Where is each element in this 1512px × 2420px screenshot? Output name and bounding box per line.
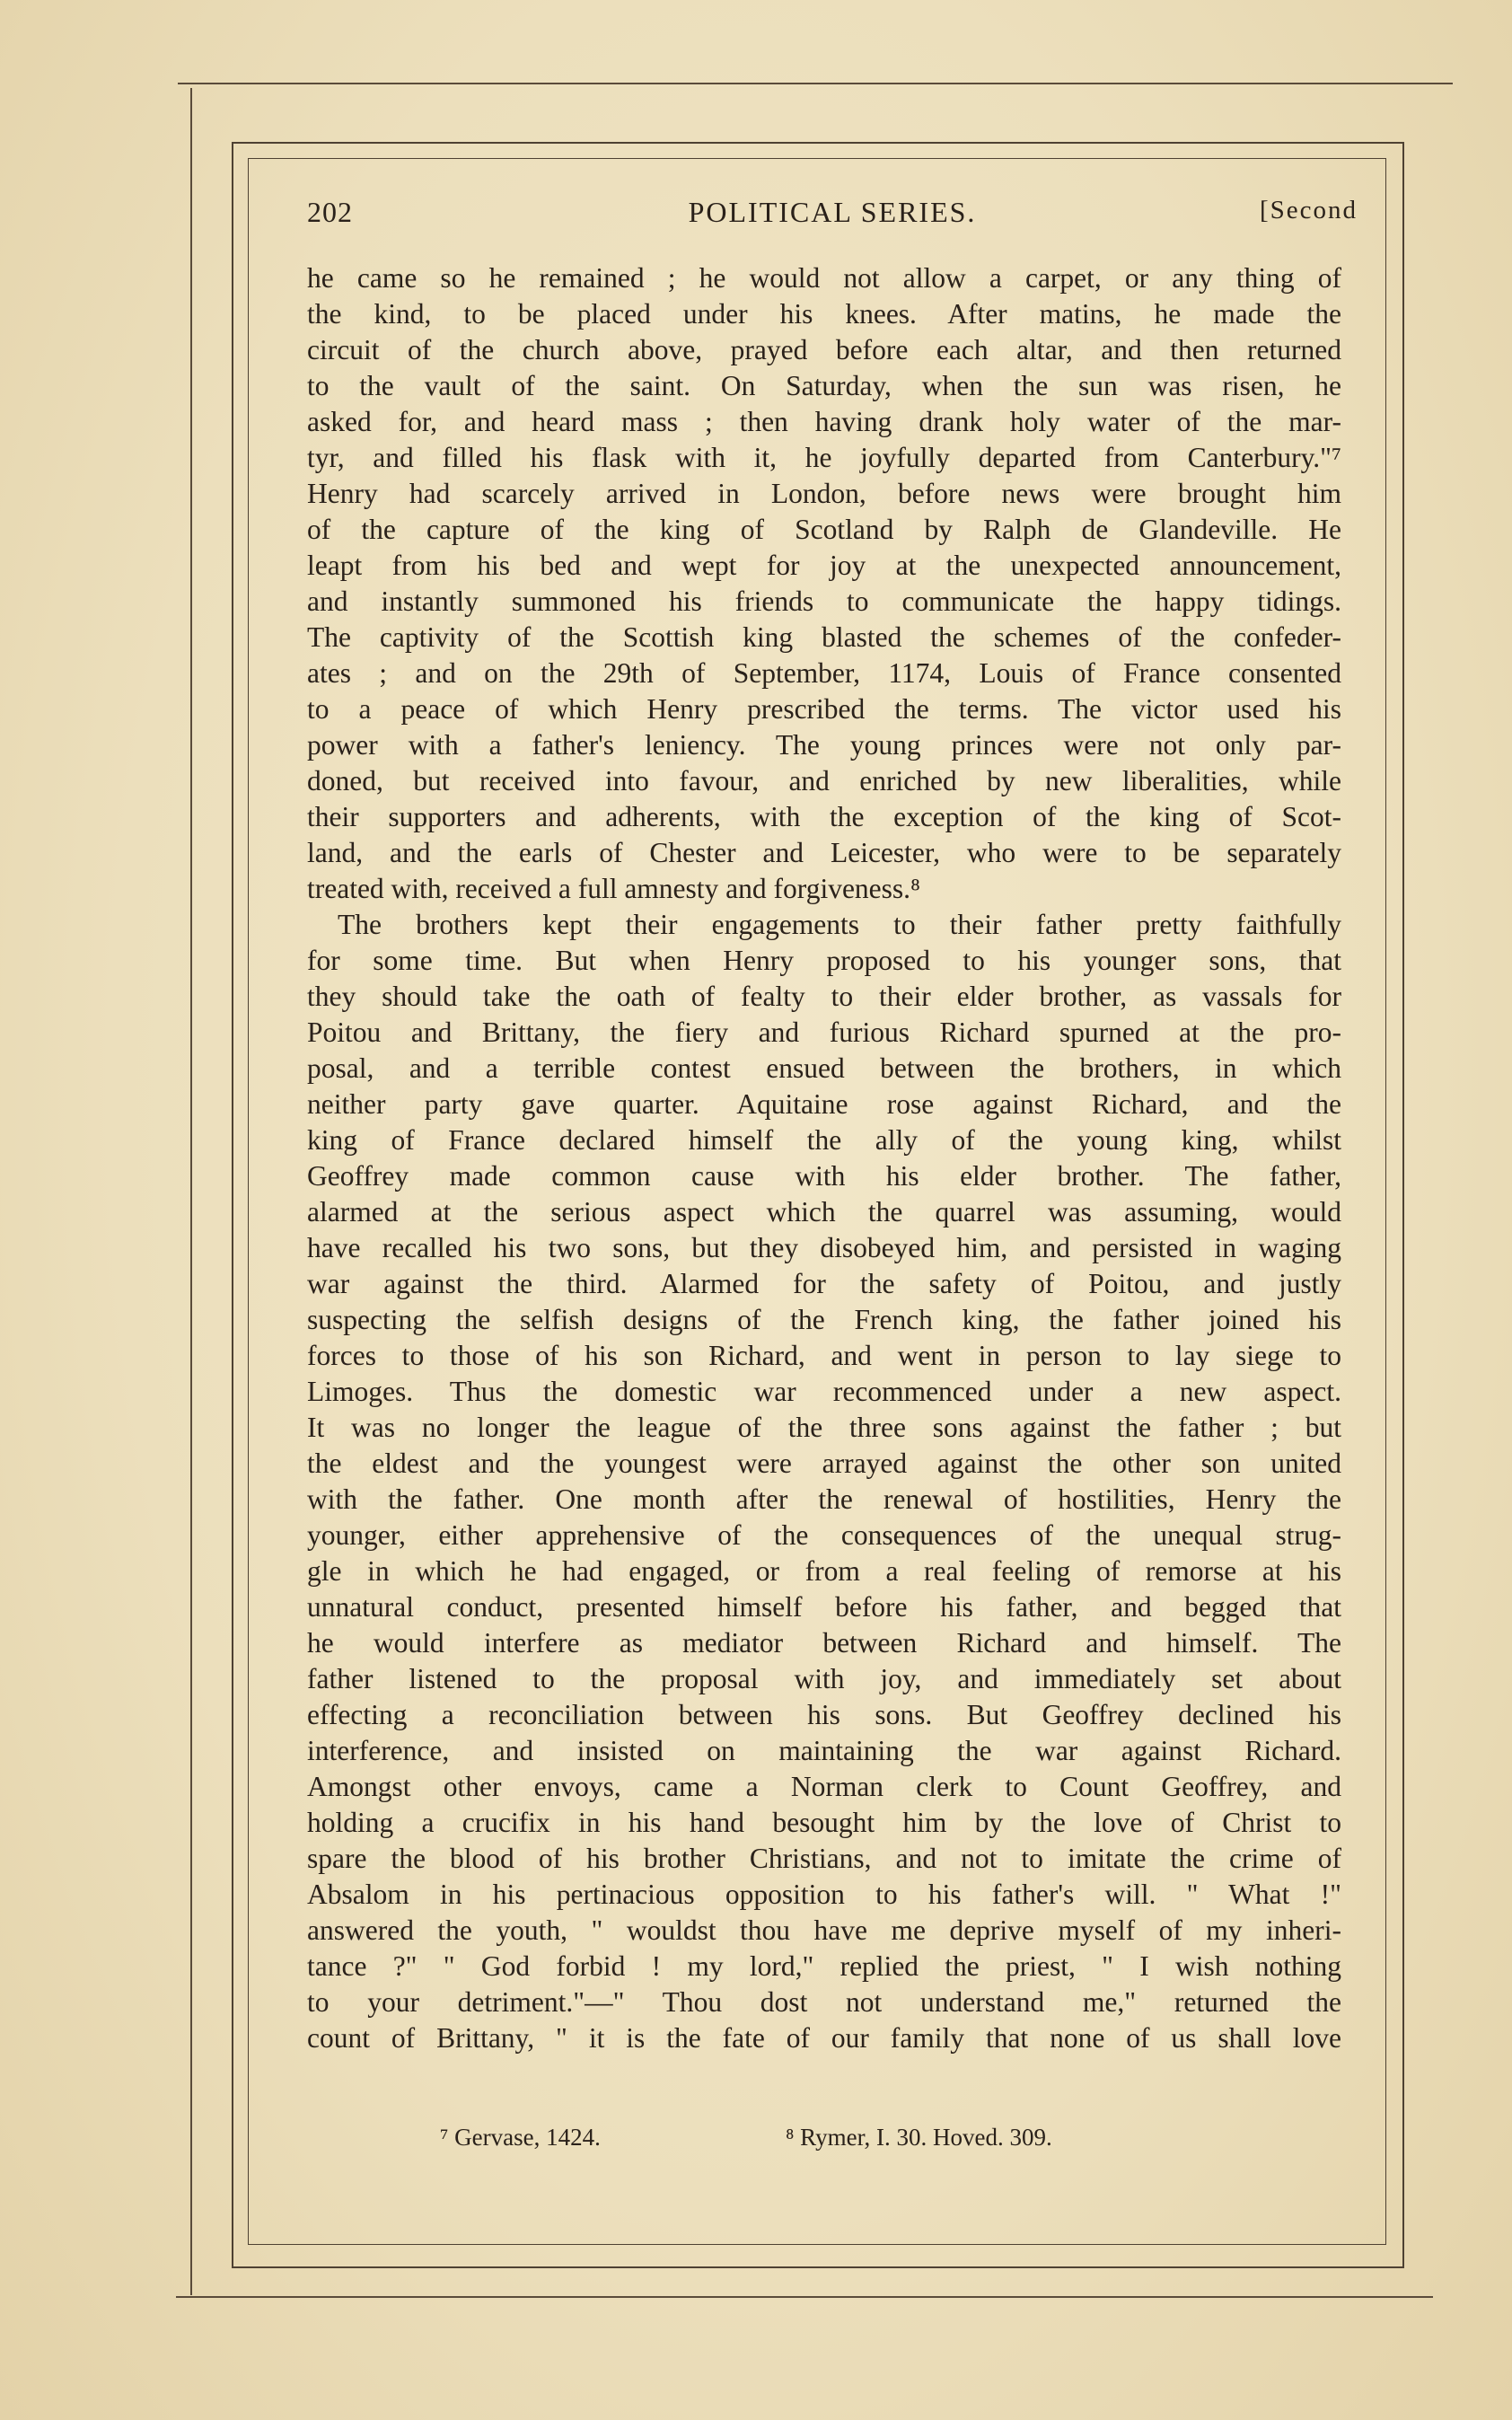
- text-line: of the capture of the king of Scotland by Ralph de Glandeville. He: [307, 514, 1341, 545]
- text-line: the kind, to be placed under his knees. After matins, he made the: [307, 298, 1341, 330]
- text-line: to a peace of which Henry prescribed the terms. The victor used his: [307, 693, 1341, 725]
- text-line: asked for, and heard mass ; then having drank holy water of the mar-: [307, 406, 1341, 437]
- text-line: power with a father's leniency. The young princes were not only par-: [307, 729, 1341, 761]
- text-line: to your detriment."—" Thou dost not understand me," returned the: [307, 1986, 1341, 2018]
- text-line: they should take the oath of fealty to their elder brother, as vassals for: [307, 981, 1341, 1012]
- text-line: interference, and insisted on maintaining the war against Richard.: [307, 1735, 1341, 1766]
- text-line: with the father. One month after the renewal of hostilities, Henry the: [307, 1483, 1341, 1515]
- text-line: father listened to the proposal with joy, and immediately set about: [307, 1663, 1341, 1694]
- text-line: and instantly summoned his friends to communicate the happy tidings.: [307, 585, 1341, 617]
- page-number: 202: [307, 196, 353, 228]
- text-line: answered the youth, " wouldst thou have me deprive myself of my inheri-: [307, 1914, 1341, 1946]
- running-section: [Second: [1259, 196, 1358, 224]
- text-line: younger, either apprehensive of the consequences of the unequal strug-: [307, 1519, 1341, 1551]
- paragraph-start-line: The brothers kept their engagements to their father pretty faithfully: [338, 909, 1341, 940]
- text-line: for some time. But when Henry proposed to his younger sons, that: [307, 945, 1341, 976]
- text-line: holding a crucifix in his hand besought him by the love of Christ to: [307, 1807, 1341, 1838]
- text-line: The captivity of the Scottish king blasted the schemes of the confeder-: [307, 621, 1341, 653]
- text-line: posal, and a terrible contest ensued between the brothers, in which: [307, 1052, 1341, 1084]
- text-line: the eldest and the youngest were arrayed against the other son united: [307, 1448, 1341, 1479]
- text-line: Absalom in his pertinacious opposition to his father's will. " What !": [307, 1879, 1341, 1910]
- text-line: tance ?" " God forbid ! my lord," replied the priest, " I wish nothing: [307, 1950, 1341, 1982]
- text-line: forces to those of his son Richard, and went in person to lay siege to: [307, 1340, 1341, 1371]
- bottom-border-rule: [176, 2296, 1433, 2298]
- text-line: Limoges. Thus the domestic war recommenced under a new aspect.: [307, 1376, 1341, 1407]
- text-line: effecting a reconciliation between his sons. But Geoffrey declined his: [307, 1699, 1341, 1730]
- text-line: gle in which he had engaged, or from a real feeling of remorse at his: [307, 1555, 1341, 1587]
- text-line: war against the third. Alarmed for the safety of Poitou, and justly: [307, 1268, 1341, 1299]
- text-line: ates ; and on the 29th of September, 1174, Louis of France consented: [307, 657, 1341, 689]
- running-title: POLITICAL SERIES.: [688, 196, 977, 228]
- footnote-8: ⁸ Rymer, I. 30. Hoved. 309.: [786, 2124, 1052, 2151]
- text-line: suspecting the selfish designs of the French king, the father joined his: [307, 1304, 1341, 1335]
- text-line: he would interfere as mediator between Richard and himself. The: [307, 1627, 1341, 1659]
- footnote-7: ⁷ Gervase, 1424.: [440, 2124, 601, 2151]
- text-line: Poitou and Brittany, the fiery and furious Richard spurned at the pro-: [307, 1016, 1341, 1048]
- text-line: treated with, received a full amnesty and forgiveness.⁸: [307, 873, 921, 904]
- text-line: unnatural conduct, presented himself before his father, and begged that: [307, 1591, 1341, 1623]
- text-line: have recalled his two sons, but they disobeyed him, and persisted in waging: [307, 1232, 1341, 1263]
- text-line: their supporters and adherents, with the exception of the king of Scot-: [307, 801, 1341, 832]
- text-line: alarmed at the serious aspect which the quarrel was assuming, would: [307, 1196, 1341, 1228]
- text-line: spare the blood of his brother Christians, and not to imitate the crime of: [307, 1843, 1341, 1874]
- text-line: doned, but received into favour, and enriched by new liberalities, while: [307, 765, 1341, 796]
- text-line: to the vault of the saint. On Saturday, when the sun was risen, he: [307, 370, 1341, 401]
- left-border-rule: [190, 88, 192, 2295]
- text-line: It was no longer the league of the three sons against the father ; but: [307, 1412, 1341, 1443]
- text-line: tyr, and filled his flask with it, he joyfully departed from Canterbury."⁷: [307, 442, 1341, 473]
- text-line: Geoffrey made common cause with his elder brother. The father,: [307, 1160, 1341, 1192]
- footnotes: [440, 2124, 1248, 2160]
- text-line: king of France declared himself the ally of the young king, whilst: [307, 1124, 1341, 1156]
- text-line: neither party gave quarter. Aquitaine rose against Richard, and the: [307, 1088, 1341, 1120]
- text-line: leapt from his bed and wept for joy at the unexpected announcement,: [307, 550, 1341, 581]
- text-line: Henry had scarcely arrived in London, before news were brought him: [307, 478, 1341, 509]
- text-line: count of Brittany, " it is the fate of our family that none of us shall love: [307, 2022, 1341, 2054]
- text-line: circuit of the church above, prayed before each altar, and then returned: [307, 334, 1341, 365]
- text-line: he came so he remained ; he would not allow a carpet, or any thing of: [307, 262, 1341, 294]
- running-header: [307, 196, 1358, 232]
- text-line: land, and the earls of Chester and Leicester, who were to be separately: [307, 837, 1341, 868]
- text-line: Amongst other envoys, came a Norman clerk to Count Geoffrey, and: [307, 1771, 1341, 1802]
- top-border-rule: [178, 83, 1453, 84]
